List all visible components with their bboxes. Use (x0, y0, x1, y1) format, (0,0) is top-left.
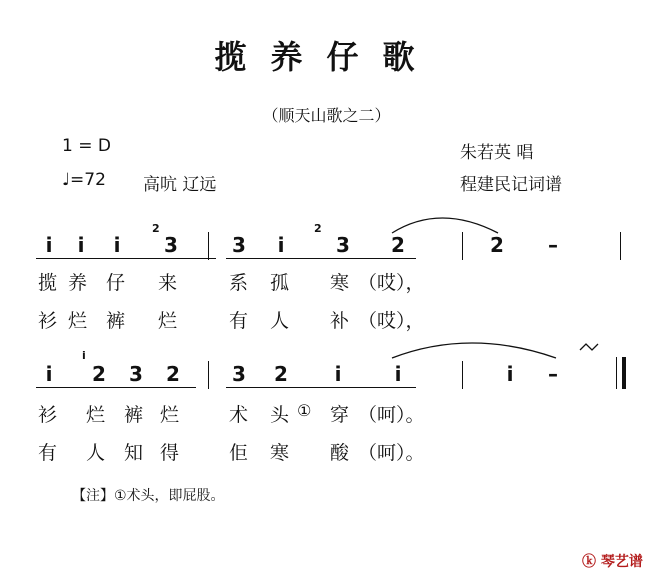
note: 3 (164, 233, 178, 257)
logo-icon: ⓚ (582, 554, 596, 570)
singer-credit: 朱若英 唱 (460, 143, 534, 163)
lyric: 得 (160, 442, 180, 464)
logo-text: 琴艺谱 (600, 554, 643, 570)
lyric: 孤 (270, 272, 290, 294)
tempo-marking: ♩=72 (62, 170, 106, 190)
lyric: 酸 (330, 442, 350, 464)
underline-beam (36, 387, 196, 388)
lyric: 知 (124, 442, 144, 464)
footnote-marker: ① (297, 401, 312, 420)
lyric: 有 (229, 310, 249, 332)
lyric: （呵）。 (358, 404, 425, 426)
underline-beam (226, 387, 416, 388)
lyric: 术 (229, 404, 249, 426)
note: i (506, 362, 514, 386)
key-signature: 1 = D (62, 136, 111, 156)
lyric: 养 (68, 272, 88, 294)
slur-tie (0, 205, 653, 245)
lyric: （哎）， (358, 272, 425, 294)
grace-note: i (82, 349, 86, 362)
lyric: 人 (86, 442, 106, 464)
note: i (45, 233, 53, 257)
footnote: 【注】①术头，即屁股。 (72, 488, 225, 504)
note: 3 (129, 362, 143, 386)
lyric: （呵）。 (358, 442, 425, 464)
note: 2 (274, 362, 288, 386)
note: 2 (92, 362, 106, 386)
note: 2 (166, 362, 180, 386)
note: 2 (490, 233, 504, 257)
lyric: 裤 (124, 404, 144, 426)
expression-marking: 高吭 辽远 (143, 175, 217, 195)
note: 3 (232, 362, 246, 386)
note: i (394, 362, 402, 386)
lyric: 补 (330, 310, 350, 332)
lyric: 烂 (68, 310, 88, 332)
song-subtitle: （顺天山歌之二） (262, 106, 391, 125)
note: 2 (391, 233, 405, 257)
dash: – (548, 362, 558, 386)
lyric: 有 (38, 442, 58, 464)
note: i (277, 233, 285, 257)
lyric: 来 (158, 272, 178, 294)
note: 3 (232, 233, 246, 257)
lyric: 穿 (330, 404, 350, 426)
note: i (334, 362, 342, 386)
note: i (77, 233, 85, 257)
watermark-logo (582, 551, 643, 571)
lyric: 寒 (270, 442, 290, 464)
note: 3 (336, 233, 350, 257)
lyric: 烂 (86, 404, 106, 426)
lyric: 头 (270, 404, 290, 426)
underline-beam (36, 258, 216, 259)
lyric: 仔 (106, 272, 126, 294)
lyric: 人 (270, 310, 290, 332)
lyric: 烂 (160, 404, 180, 426)
slur-tie (0, 332, 653, 372)
grace-note: 2 (152, 222, 160, 235)
lyric: 系 (229, 272, 249, 294)
note: i (113, 233, 121, 257)
underline-beam (226, 258, 416, 259)
lyric: 佢 (229, 442, 249, 464)
lyric: 衫 (38, 404, 58, 426)
lyric: 烂 (158, 310, 178, 332)
grace-note: 2 (314, 222, 322, 235)
lyric: 裤 (106, 310, 126, 332)
lyric: 寒 (330, 272, 350, 294)
lyric: 衫 (38, 310, 58, 332)
transcriber-credit: 程建民记词谱 (460, 175, 562, 195)
dash: – (548, 233, 558, 257)
lyric: （哎）， (358, 310, 425, 332)
note: i (45, 362, 53, 386)
song-title: 揽养仔歌 (214, 38, 439, 76)
lyric: 揽 (38, 272, 58, 294)
